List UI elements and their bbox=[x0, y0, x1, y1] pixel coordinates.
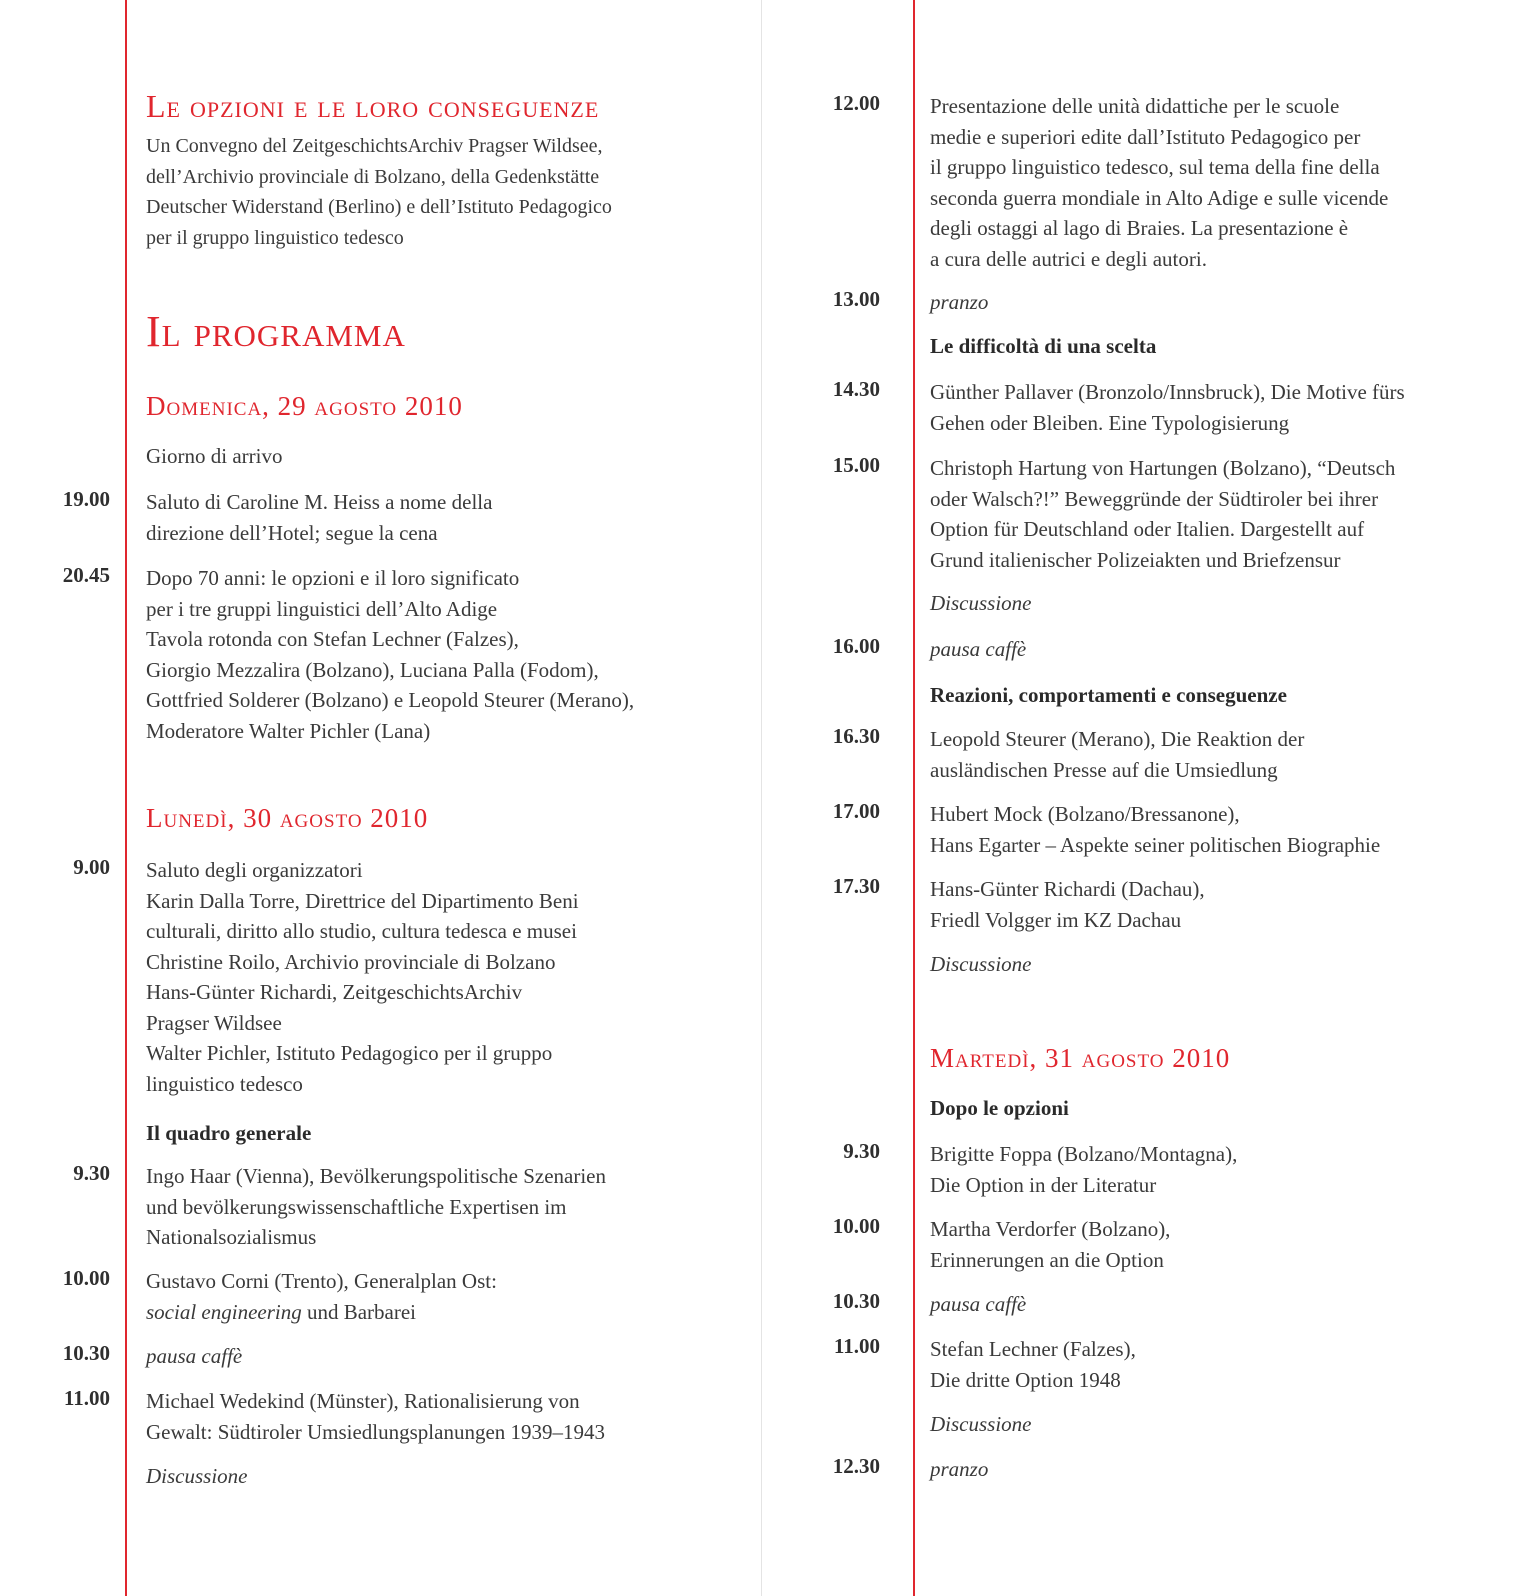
event-line: Presentazione delle unità didattiche per le scuole bbox=[930, 94, 1340, 118]
event-line: ausländischen Presse auf die Umsiedlung bbox=[930, 757, 1278, 782]
discussion: Discussione bbox=[930, 952, 1032, 976]
event-line: Giorgio Mezzalira (Bolzano), Luciana Palla (Fodom), bbox=[146, 657, 599, 682]
event-text bbox=[930, 1334, 1136, 1395]
intro-line: Un Convegno del ZeitgeschichtsArchiv Pragser Wildsee, bbox=[146, 135, 603, 157]
left-red-rule bbox=[125, 0, 127, 1596]
event-line: Michael Wedekind (Münster), Rationalisierung von bbox=[146, 1389, 580, 1413]
time-label: 12.00 bbox=[832, 91, 880, 115]
time-label: 19.00 bbox=[62, 487, 110, 511]
lunch: pranzo bbox=[930, 1457, 989, 1481]
event-line: Dopo 70 anni: le opzioni e il loro significato bbox=[146, 566, 520, 590]
event-line: oder Walsch?!” Beweggründe der Südtiroler bei ihrer bbox=[930, 486, 1379, 511]
event-line: Karin Dalla Torre, Direttrice del Dipartimento Beni bbox=[146, 888, 579, 913]
time-label: 17.00 bbox=[832, 799, 880, 823]
section-heading: Le difficoltà di una scelta bbox=[930, 334, 1157, 358]
section-heading: Il quadro generale bbox=[146, 1121, 312, 1145]
lunch: pranzo bbox=[930, 290, 989, 314]
event-line: Stefan Lechner (Falzes), bbox=[930, 1337, 1136, 1361]
event-line: Hubert Mock (Bolzano/Bressanone), bbox=[930, 802, 1240, 826]
event-line: Hans-Günter Richardi, ZeitgeschichtsArchiv bbox=[146, 980, 523, 1004]
time-label: 16.30 bbox=[832, 724, 880, 748]
event-line bbox=[146, 1297, 497, 1328]
intro-line: dell’Archivio provinciale di Bolzano, della Gedenkstätte bbox=[146, 165, 600, 188]
event-line: Gustavo Corni (Trento), Generalplan Ost: bbox=[146, 1269, 497, 1293]
time-label: 9.30 bbox=[843, 1139, 880, 1163]
event-line: culturali, diritto allo studio, cultura tedesca e musei bbox=[146, 919, 577, 943]
event-line: Gehen oder Bleiben. Eine Typologisierung bbox=[930, 410, 1290, 435]
section-heading: Dopo le opzioni bbox=[930, 1096, 1069, 1120]
event-line: Gottfried Solderer (Bolzano) e Leopold Steurer (Merano), bbox=[146, 688, 635, 712]
event-text bbox=[146, 487, 492, 548]
event-line: Moderatore Walter Pichler (Lana) bbox=[146, 718, 431, 743]
event-line: Hans Egarter – Aspekte seiner politischen Biographie bbox=[930, 832, 1381, 857]
time-label: 16.00 bbox=[832, 634, 880, 658]
event-line: Leopold Steurer (Merano), Die Reaktion der bbox=[930, 727, 1305, 751]
arrival-text: Giorno di arrivo bbox=[146, 444, 283, 468]
time-label: 11.00 bbox=[833, 1334, 880, 1358]
event-line: Die Option in der Literatur bbox=[930, 1172, 1157, 1197]
event-line: Saluto degli organizzatori bbox=[146, 858, 363, 882]
event-text bbox=[930, 377, 1405, 438]
event-text bbox=[930, 799, 1380, 860]
day-title-sunday: Domenica, 29 agosto 2010 bbox=[146, 391, 463, 421]
event-line: per i tre gruppi linguistici dell’Alto Adige bbox=[146, 596, 498, 621]
time-label: 10.30 bbox=[62, 1341, 110, 1365]
time-label: 12.30 bbox=[832, 1454, 880, 1478]
day-title-monday: Lunedì, 30 agosto 2010 bbox=[146, 803, 429, 833]
italic-term: social engineering bbox=[146, 1299, 302, 1324]
discussion: Discussione bbox=[930, 591, 1032, 615]
intro-text bbox=[146, 131, 746, 253]
event-line: Hans-Günter Richardi (Dachau), bbox=[930, 877, 1205, 901]
event-text bbox=[146, 1386, 605, 1447]
day-title-tuesday: Martedì, 31 agosto 2010 bbox=[930, 1043, 1231, 1073]
event-line-rest: und Barbarei bbox=[301, 1299, 417, 1324]
event-line: Martha Verdorfer (Bolzano), bbox=[930, 1217, 1171, 1241]
event-line: und bevölkerungswissenschaftliche Expertisen im bbox=[146, 1194, 567, 1219]
heading: Le opzioni e le loro conseguenze bbox=[146, 88, 600, 124]
coffee-break: pausa caffè bbox=[146, 1344, 243, 1368]
event-text bbox=[146, 1266, 497, 1327]
event-line: Ingo Haar (Vienna), Bevölkerungspolitische Szenarien bbox=[146, 1164, 607, 1188]
event-line: Friedl Volgger im KZ Dachau bbox=[930, 907, 1182, 932]
event-line: linguistico tedesco bbox=[146, 1071, 303, 1096]
event-text bbox=[930, 874, 1205, 935]
event-line: Saluto di Caroline M. Heiss a nome della bbox=[146, 490, 493, 514]
event-line: Christine Roilo, Archivio provinciale di Bolzano bbox=[146, 949, 556, 974]
time-label: 9.00 bbox=[73, 855, 110, 879]
event-line: a cura delle autrici e degli autori. bbox=[930, 246, 1207, 271]
time-label: 17.30 bbox=[832, 874, 880, 898]
time-label: 15.00 bbox=[832, 453, 880, 477]
event-line: Erinnerungen an die Option bbox=[930, 1247, 1164, 1272]
time-label: 13.00 bbox=[832, 287, 880, 311]
discussion: Discussione bbox=[146, 1464, 248, 1488]
time-label: 10.30 bbox=[832, 1289, 880, 1313]
section-heading: Reazioni, comportamenti e conseguenze bbox=[930, 683, 1287, 707]
event-text bbox=[146, 563, 634, 746]
program-title: Il programma bbox=[146, 307, 406, 356]
event-line: medie e superiori edite dall’Istituto Pedagogico per bbox=[930, 124, 1361, 149]
event-line: degli ostaggi al lago di Braies. La presentazione è bbox=[930, 216, 1349, 240]
time-label: 9.30 bbox=[73, 1161, 110, 1185]
event-text bbox=[146, 855, 579, 1099]
event-line: il gruppo linguistico tedesco, sul tema della fine della bbox=[930, 155, 1380, 179]
event-text bbox=[930, 453, 1395, 575]
time-label: 10.00 bbox=[832, 1214, 880, 1238]
coffee-break: pausa caffè bbox=[930, 637, 1027, 661]
event-text bbox=[930, 1139, 1237, 1200]
event-line: Pragser Wildsee bbox=[146, 1010, 282, 1035]
page-fold bbox=[761, 0, 762, 1596]
event-line: Nationalsozialismus bbox=[146, 1225, 317, 1249]
event-line: Option für Deutschland oder Italien. Dargestellt auf bbox=[930, 517, 1365, 541]
event-line: Brigitte Foppa (Bolzano/Montagna), bbox=[930, 1142, 1238, 1166]
intro-line: Deutscher Widerstand (Berlino) e dell’Istituto Pedagogico bbox=[146, 196, 612, 218]
coffee-break: pausa caffè bbox=[930, 1292, 1027, 1316]
event-text bbox=[930, 724, 1304, 785]
time-label: 14.30 bbox=[832, 377, 880, 401]
event-line: Grund italienischer Polizeiakten und Briefzensur bbox=[930, 547, 1341, 572]
event-line: Walter Pichler, Istituto Pedagogico per il gruppo bbox=[146, 1041, 553, 1065]
discussion: Discussione bbox=[930, 1412, 1032, 1436]
event-text bbox=[930, 1214, 1170, 1275]
time-label: 11.00 bbox=[63, 1386, 110, 1410]
event-line: Gewalt: Südtiroler Umsiedlungsplanungen 1939–1943 bbox=[146, 1419, 606, 1444]
event-line: Christoph Hartung von Hartungen (Bolzano), “Deutsch bbox=[930, 456, 1396, 480]
intro-line: per il gruppo linguistico tedesco bbox=[146, 226, 404, 249]
event-line: direzione dell’Hotel; segue la cena bbox=[146, 520, 438, 545]
event-text bbox=[146, 1161, 606, 1253]
event-line: seconda guerra mondiale in Alto Adige e sulle vicende bbox=[930, 185, 1389, 210]
time-label: 20.45 bbox=[62, 563, 110, 587]
event-line: Tavola rotonda con Stefan Lechner (Falzes), bbox=[146, 627, 519, 651]
event-line: Günther Pallaver (Bronzolo/Innsbruck), Die Motive fürs bbox=[930, 380, 1405, 404]
time-label: 10.00 bbox=[62, 1266, 110, 1290]
event-line: Die dritte Option 1948 bbox=[930, 1367, 1121, 1392]
event-text bbox=[930, 91, 1388, 274]
right-red-rule bbox=[913, 0, 915, 1596]
